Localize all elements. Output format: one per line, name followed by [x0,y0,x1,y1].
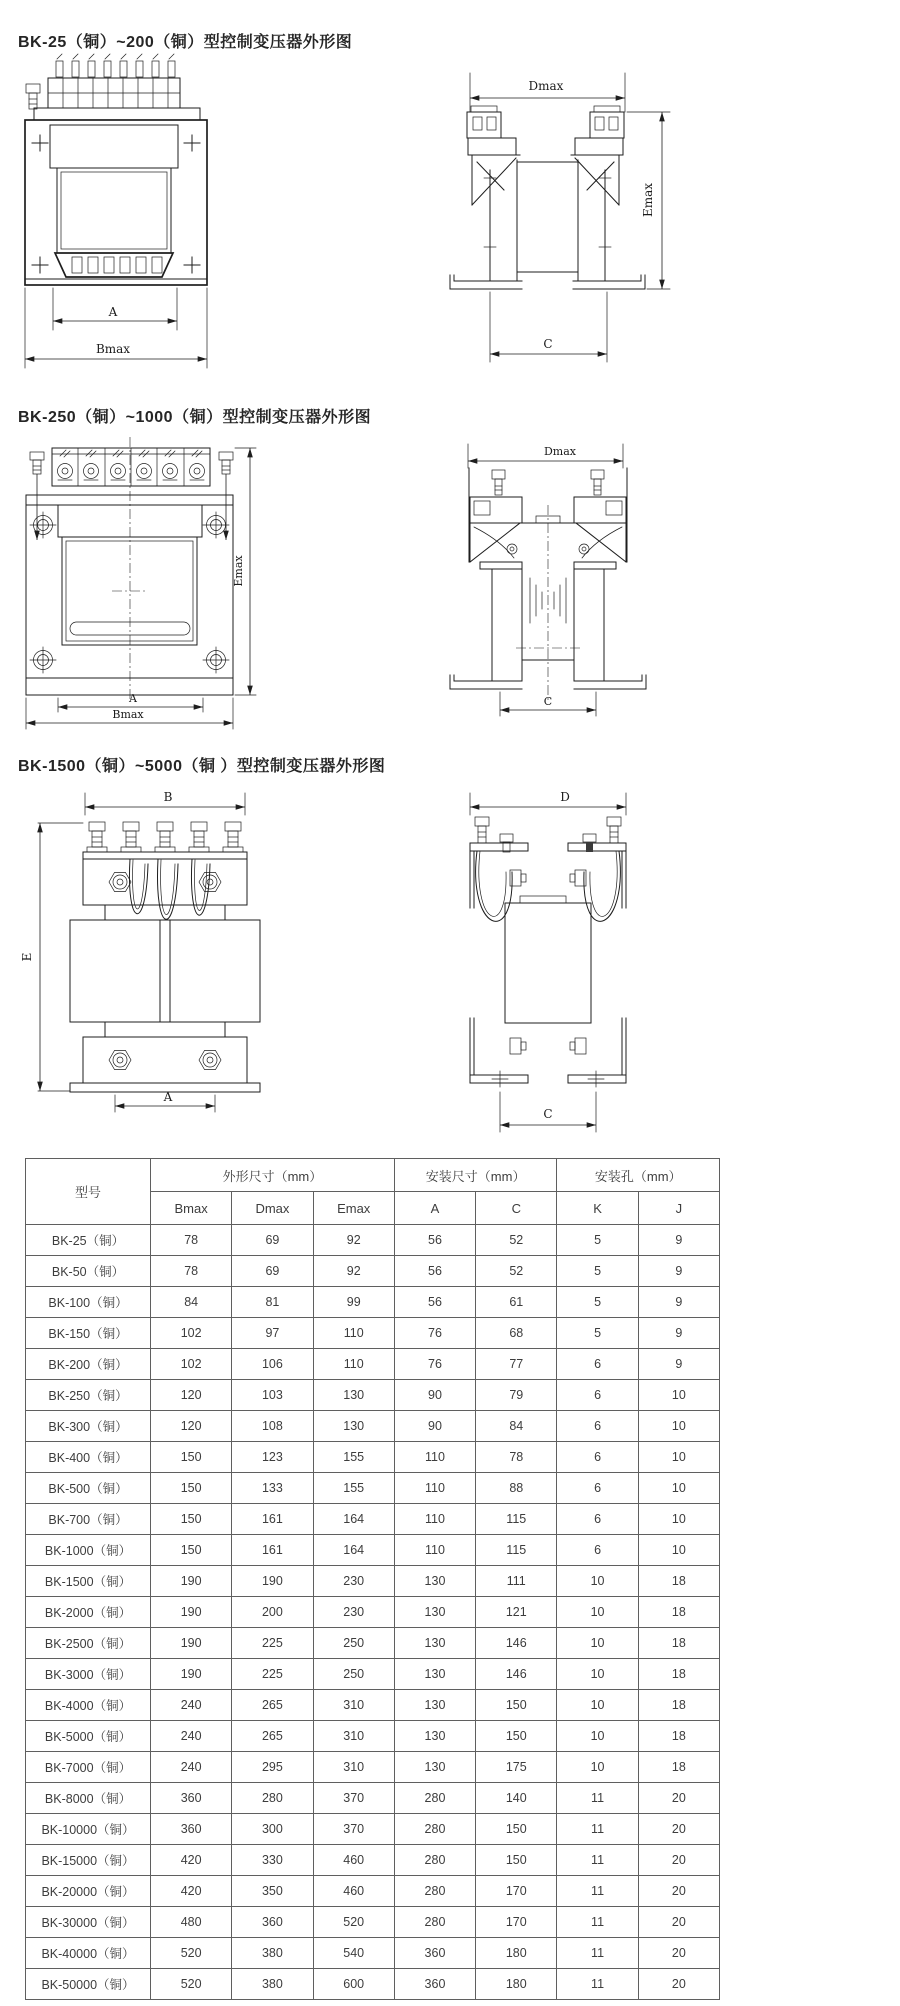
emax-cell: 250 [313,1628,394,1659]
emax-cell: 310 [313,1690,394,1721]
dim-label-a1: A [108,305,118,319]
k-cell: 10 [557,1659,638,1690]
c-cell: 170 [476,1907,557,1938]
bmax-cell: 150 [151,1535,232,1566]
table-row [26,1473,720,1504]
a-cell: 56 [394,1225,475,1256]
section1-heading: BK-25（铜）~200（铜）型控制变压器外形图 [18,34,353,51]
k-cell: 6 [557,1380,638,1411]
c-cell: 68 [476,1318,557,1349]
c-cell: 140 [476,1783,557,1814]
bmax-cell: 78 [151,1256,232,1287]
bmax-cell: 120 [151,1411,232,1442]
diagram-bk1500-5000 [0,780,900,1140]
dmax-cell: 265 [232,1721,313,1752]
emax-cell: 164 [313,1535,394,1566]
col-header-c: C [476,1192,557,1225]
a-cell: 130 [394,1721,475,1752]
c-cell: 150 [476,1845,557,1876]
c-cell: 150 [476,1690,557,1721]
model-cell: BK-3000（铜） [26,1659,151,1690]
dmax-cell: 360 [232,1907,313,1938]
j-cell: 9 [638,1318,719,1349]
k-cell: 6 [557,1442,638,1473]
c-cell: 79 [476,1380,557,1411]
table-row [26,1628,720,1659]
k-cell: 11 [557,1938,638,1969]
table-row [26,1411,720,1442]
front-view-2 [26,437,256,729]
emax-cell: 310 [313,1721,394,1752]
model-cell: BK-200（铜） [26,1349,151,1380]
dmax-cell: 225 [232,1628,313,1659]
bmax-cell: 420 [151,1845,232,1876]
dmax-cell: 133 [232,1473,313,1504]
c-cell: 115 [476,1504,557,1535]
bmax-cell: 102 [151,1349,232,1380]
model-cell: BK-300（铜） [26,1411,151,1442]
table-row [26,1690,720,1721]
j-cell: 20 [638,1783,719,1814]
dmax-cell: 161 [232,1504,313,1535]
model-cell: BK-5000（铜） [26,1721,151,1752]
side-view-3 [470,790,626,1132]
dim-label-d3: D [560,790,570,804]
table-row [26,1969,720,2000]
model-cell: BK-250（铜） [26,1380,151,1411]
emax-cell: 110 [313,1318,394,1349]
table-row [26,1287,720,1318]
dmax-cell: 300 [232,1814,313,1845]
model-cell: BK-1500（铜） [26,1566,151,1597]
table-row [26,1318,720,1349]
emax-cell: 230 [313,1597,394,1628]
emax-cell: 92 [313,1225,394,1256]
model-cell: BK-10000（铜） [26,1814,151,1845]
dim-label-bmax1: Bmax [95,342,131,356]
table-row [26,1256,720,1287]
dmax-cell: 330 [232,1845,313,1876]
model-cell: BK-25（铜） [26,1225,151,1256]
dim-label-emax2: Emax [232,555,245,587]
dmax-cell: 161 [232,1535,313,1566]
dim-label-c3: C [543,1107,553,1121]
table-row [26,1380,720,1411]
k-cell: 11 [557,1876,638,1907]
model-cell: BK-15000（铜） [26,1845,151,1876]
c-cell: 88 [476,1473,557,1504]
emax-cell: 250 [313,1659,394,1690]
emax-cell: 370 [313,1814,394,1845]
col-header-model: 型号 [26,1159,151,1225]
emax-cell: 155 [313,1442,394,1473]
c-cell: 175 [476,1752,557,1783]
a-cell: 76 [394,1349,475,1380]
j-cell: 10 [638,1380,719,1411]
model-cell: BK-400（铜） [26,1442,151,1473]
a-cell: 110 [394,1535,475,1566]
bmax-cell: 360 [151,1814,232,1845]
j-cell: 20 [638,1814,719,1845]
j-cell: 10 [638,1411,719,1442]
c-cell: 84 [476,1411,557,1442]
table-row [26,1752,720,1783]
k-cell: 5 [557,1225,638,1256]
model-cell: BK-7000（铜） [26,1752,151,1783]
bmax-cell: 150 [151,1473,232,1504]
emax-cell: 110 [313,1349,394,1380]
c-cell: 78 [476,1442,557,1473]
j-cell: 9 [638,1349,719,1380]
j-cell: 20 [638,1907,719,1938]
j-cell: 18 [638,1752,719,1783]
dim-label-e3: E [20,952,34,962]
emax-cell: 99 [313,1287,394,1318]
col-header-dmax: Dmax [232,1192,313,1225]
c-cell: 150 [476,1721,557,1752]
table-row [26,1597,720,1628]
table-row [26,1907,720,1938]
j-cell: 20 [638,1845,719,1876]
side-view-2 [450,444,646,716]
col-group-mounting: 安装尺寸（mm） [394,1159,557,1192]
j-cell: 20 [638,1876,719,1907]
c-cell: 52 [476,1225,557,1256]
k-cell: 11 [557,1969,638,2000]
a-cell: 130 [394,1690,475,1721]
a-cell: 56 [394,1256,475,1287]
dmax-cell: 225 [232,1659,313,1690]
a-cell: 90 [394,1380,475,1411]
spec-table-body [26,1225,720,2000]
side-view-1 [450,73,670,362]
model-cell: BK-2500（铜） [26,1628,151,1659]
bmax-cell: 190 [151,1659,232,1690]
k-cell: 5 [557,1318,638,1349]
emax-cell: 164 [313,1504,394,1535]
c-cell: 115 [476,1535,557,1566]
c-cell: 146 [476,1628,557,1659]
dmax-cell: 380 [232,1938,313,1969]
a-cell: 90 [394,1411,475,1442]
bmax-cell: 240 [151,1690,232,1721]
c-cell: 180 [476,1969,557,2000]
section2-heading: BK-250（铜）~1000（铜）型控制变压器外形图 [18,409,372,426]
table-row [26,1659,720,1690]
dmax-cell: 69 [232,1256,313,1287]
table-row [26,1442,720,1473]
j-cell: 18 [638,1721,719,1752]
emax-cell: 155 [313,1473,394,1504]
dim-label-c2: C [543,695,553,708]
a-cell: 130 [394,1566,475,1597]
col-group-holes: 安装孔（mm） [557,1159,720,1192]
col-header-k: K [557,1192,638,1225]
k-cell: 10 [557,1752,638,1783]
k-cell: 11 [557,1783,638,1814]
dmax-cell: 380 [232,1969,313,2000]
j-cell: 9 [638,1287,719,1318]
bmax-cell: 240 [151,1721,232,1752]
k-cell: 6 [557,1504,638,1535]
a-cell: 56 [394,1287,475,1318]
diagram-bk25-200 [0,50,900,385]
j-cell: 10 [638,1442,719,1473]
col-header-emax: Emax [313,1192,394,1225]
table-row [26,1349,720,1380]
a-cell: 110 [394,1504,475,1535]
model-cell: BK-150（铜） [26,1318,151,1349]
bmax-cell: 480 [151,1907,232,1938]
c-cell: 150 [476,1814,557,1845]
dmax-cell: 103 [232,1380,313,1411]
dmax-cell: 350 [232,1876,313,1907]
bmax-cell: 360 [151,1783,232,1814]
j-cell: 9 [638,1225,719,1256]
bmax-cell: 190 [151,1597,232,1628]
table-row [26,1566,720,1597]
c-cell: 121 [476,1597,557,1628]
emax-cell: 310 [313,1752,394,1783]
k-cell: 10 [557,1690,638,1721]
diagram-bk250-1000 [0,430,900,740]
col-header-j: J [638,1192,719,1225]
a-cell: 130 [394,1752,475,1783]
a-cell: 360 [394,1969,475,2000]
c-cell: 170 [476,1876,557,1907]
dim-label-dmax1: Dmax [528,79,564,93]
dmax-cell: 81 [232,1287,313,1318]
dim-label-a2: A [129,692,137,705]
a-cell: 360 [394,1938,475,1969]
k-cell: 10 [557,1566,638,1597]
k-cell: 11 [557,1814,638,1845]
k-cell: 11 [557,1845,638,1876]
col-header-a: A [394,1192,475,1225]
j-cell: 10 [638,1504,719,1535]
table-row [26,1721,720,1752]
model-cell: BK-30000（铜） [26,1907,151,1938]
table-row [26,1938,720,1969]
j-cell: 9 [638,1256,719,1287]
dmax-cell: 108 [232,1411,313,1442]
k-cell: 6 [557,1535,638,1566]
table-row [26,1845,720,1876]
bmax-cell: 78 [151,1225,232,1256]
c-cell: 180 [476,1938,557,1969]
model-cell: BK-4000（铜） [26,1690,151,1721]
model-cell: BK-100（铜） [26,1287,151,1318]
emax-cell: 460 [313,1845,394,1876]
dmax-cell: 69 [232,1225,313,1256]
emax-cell: 460 [313,1876,394,1907]
dmax-cell: 200 [232,1597,313,1628]
c-cell: 52 [476,1256,557,1287]
model-cell: BK-2000（铜） [26,1597,151,1628]
j-cell: 18 [638,1628,719,1659]
model-cell: BK-40000（铜） [26,1938,151,1969]
bmax-cell: 520 [151,1969,232,2000]
a-cell: 280 [394,1845,475,1876]
col-header-bmax: Bmax [151,1192,232,1225]
a-cell: 280 [394,1907,475,1938]
a-cell: 130 [394,1628,475,1659]
table-row [26,1814,720,1845]
model-cell: BK-20000（铜） [26,1876,151,1907]
dmax-cell: 265 [232,1690,313,1721]
a-cell: 76 [394,1318,475,1349]
bmax-cell: 120 [151,1380,232,1411]
table-row [26,1535,720,1566]
c-cell: 77 [476,1349,557,1380]
emax-cell: 130 [313,1411,394,1442]
col-group-outline: 外形尺寸（mm） [151,1159,395,1192]
dim-label-dmax2: Dmax [543,445,577,458]
c-cell: 61 [476,1287,557,1318]
k-cell: 6 [557,1411,638,1442]
emax-cell: 540 [313,1938,394,1969]
table-row [26,1783,720,1814]
k-cell: 10 [557,1597,638,1628]
k-cell: 6 [557,1349,638,1380]
j-cell: 18 [638,1566,719,1597]
bmax-cell: 102 [151,1318,232,1349]
a-cell: 280 [394,1876,475,1907]
emax-cell: 600 [313,1969,394,2000]
bmax-cell: 420 [151,1876,232,1907]
front-view-1 [25,54,207,368]
dim-label-emax1: Emax [641,182,655,218]
k-cell: 5 [557,1287,638,1318]
model-cell: BK-8000（铜） [26,1783,151,1814]
dmax-cell: 97 [232,1318,313,1349]
c-cell: 111 [476,1566,557,1597]
a-cell: 110 [394,1442,475,1473]
emax-cell: 230 [313,1566,394,1597]
table-row [26,1225,720,1256]
bmax-cell: 190 [151,1566,232,1597]
c-cell: 146 [476,1659,557,1690]
j-cell: 20 [638,1938,719,1969]
model-cell: BK-50（铜） [26,1256,151,1287]
dmax-cell: 123 [232,1442,313,1473]
j-cell: 18 [638,1659,719,1690]
a-cell: 130 [394,1659,475,1690]
j-cell: 20 [638,1969,719,2000]
j-cell: 10 [638,1473,719,1504]
k-cell: 5 [557,1256,638,1287]
dmax-cell: 190 [232,1566,313,1597]
k-cell: 6 [557,1473,638,1504]
bmax-cell: 150 [151,1442,232,1473]
a-cell: 280 [394,1814,475,1845]
bmax-cell: 150 [151,1504,232,1535]
table-row [26,1876,720,1907]
table-row [26,1504,720,1535]
k-cell: 10 [557,1628,638,1659]
a-cell: 130 [394,1597,475,1628]
model-cell: BK-500（铜） [26,1473,151,1504]
emax-cell: 520 [313,1907,394,1938]
emax-cell: 92 [313,1256,394,1287]
bmax-cell: 190 [151,1628,232,1659]
dim-label-a3: A [163,1090,173,1104]
model-cell: BK-1000（铜） [26,1535,151,1566]
dim-label-b3: B [163,790,173,804]
k-cell: 10 [557,1721,638,1752]
dmax-cell: 106 [232,1349,313,1380]
a-cell: 280 [394,1783,475,1814]
a-cell: 110 [394,1473,475,1504]
bmax-cell: 520 [151,1938,232,1969]
j-cell: 18 [638,1597,719,1628]
k-cell: 11 [557,1907,638,1938]
emax-cell: 130 [313,1380,394,1411]
dim-label-c1: C [543,337,553,351]
spec-table [25,1158,720,2000]
dmax-cell: 295 [232,1752,313,1783]
emax-cell: 370 [313,1783,394,1814]
front-view-3 [20,790,260,1112]
j-cell: 18 [638,1690,719,1721]
model-cell: BK-50000（铜） [26,1969,151,2000]
dim-label-bmax2: Bmax [112,708,144,721]
model-cell: BK-700（铜） [26,1504,151,1535]
dmax-cell: 280 [232,1783,313,1814]
bmax-cell: 240 [151,1752,232,1783]
section3-heading: BK-1500（铜）~5000（铜 ）型控制变压器外形图 [18,758,386,775]
j-cell: 10 [638,1535,719,1566]
bmax-cell: 84 [151,1287,232,1318]
